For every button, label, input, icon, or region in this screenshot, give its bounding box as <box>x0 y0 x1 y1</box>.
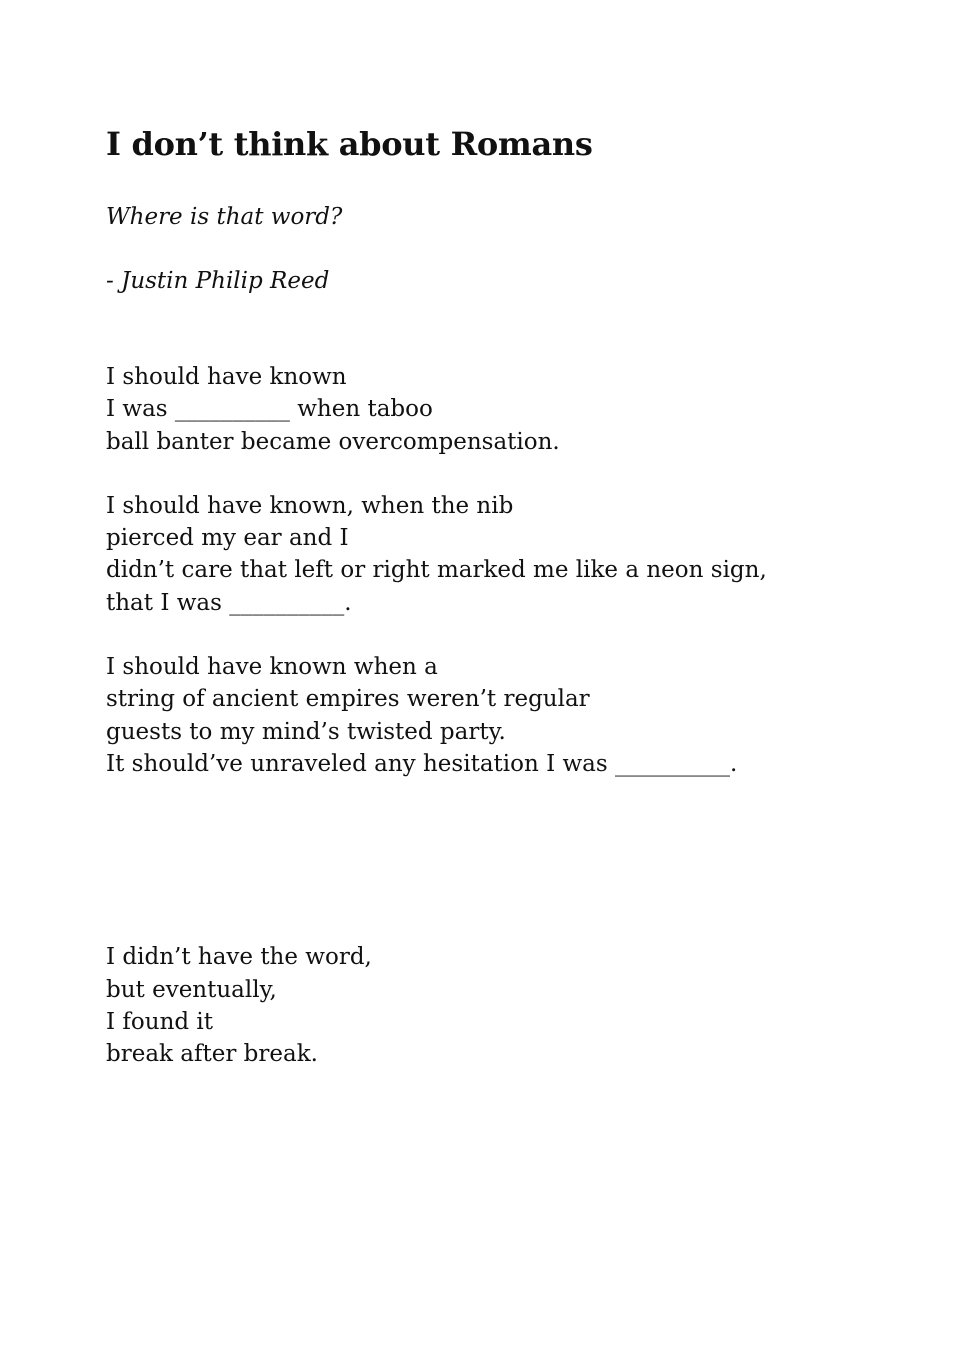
poem-line: ball banter became overcompensation. <box>106 428 560 455</box>
stanza-2 <box>106 490 906 619</box>
epigraph-attribution <box>106 265 906 297</box>
poem-line: guests to my mind’s twisted party. <box>106 718 506 745</box>
stanza-1 <box>106 361 906 458</box>
poem-line: I didn’t have the word, <box>106 944 372 971</box>
poem-line: pierced my ear and I <box>106 525 349 552</box>
epigraph-quote: Where is that word? <box>106 204 343 230</box>
epigraph-author: Justin Philip Reed <box>121 268 330 294</box>
poem-line: I should have known <box>106 364 347 390</box>
poem-line: I was __________ when taboo <box>106 396 433 423</box>
poem-title: I don’t think about Romans <box>106 125 593 163</box>
poem-line: It should’ve unraveled any hesitation I was __________. <box>106 750 738 777</box>
epigraph-dash: - <box>106 268 122 294</box>
poem-line: string of ancient empires weren’t regular <box>106 686 590 713</box>
poem-line: break after break. <box>106 1041 318 1068</box>
poem-line: I found it <box>106 1008 214 1035</box>
poem-line: but eventually, <box>106 976 277 1003</box>
poem-line: I should have known when a <box>106 654 438 681</box>
poem-line: I should have known, when the nib <box>106 492 514 519</box>
poem-line: that I was __________. <box>106 589 352 616</box>
poem-page <box>106 120 906 1070</box>
stanza-3 <box>106 651 906 780</box>
poem-line: didn’t care that left or right marked me like a neon sign, <box>106 557 767 584</box>
stanza-4 <box>106 941 906 1070</box>
